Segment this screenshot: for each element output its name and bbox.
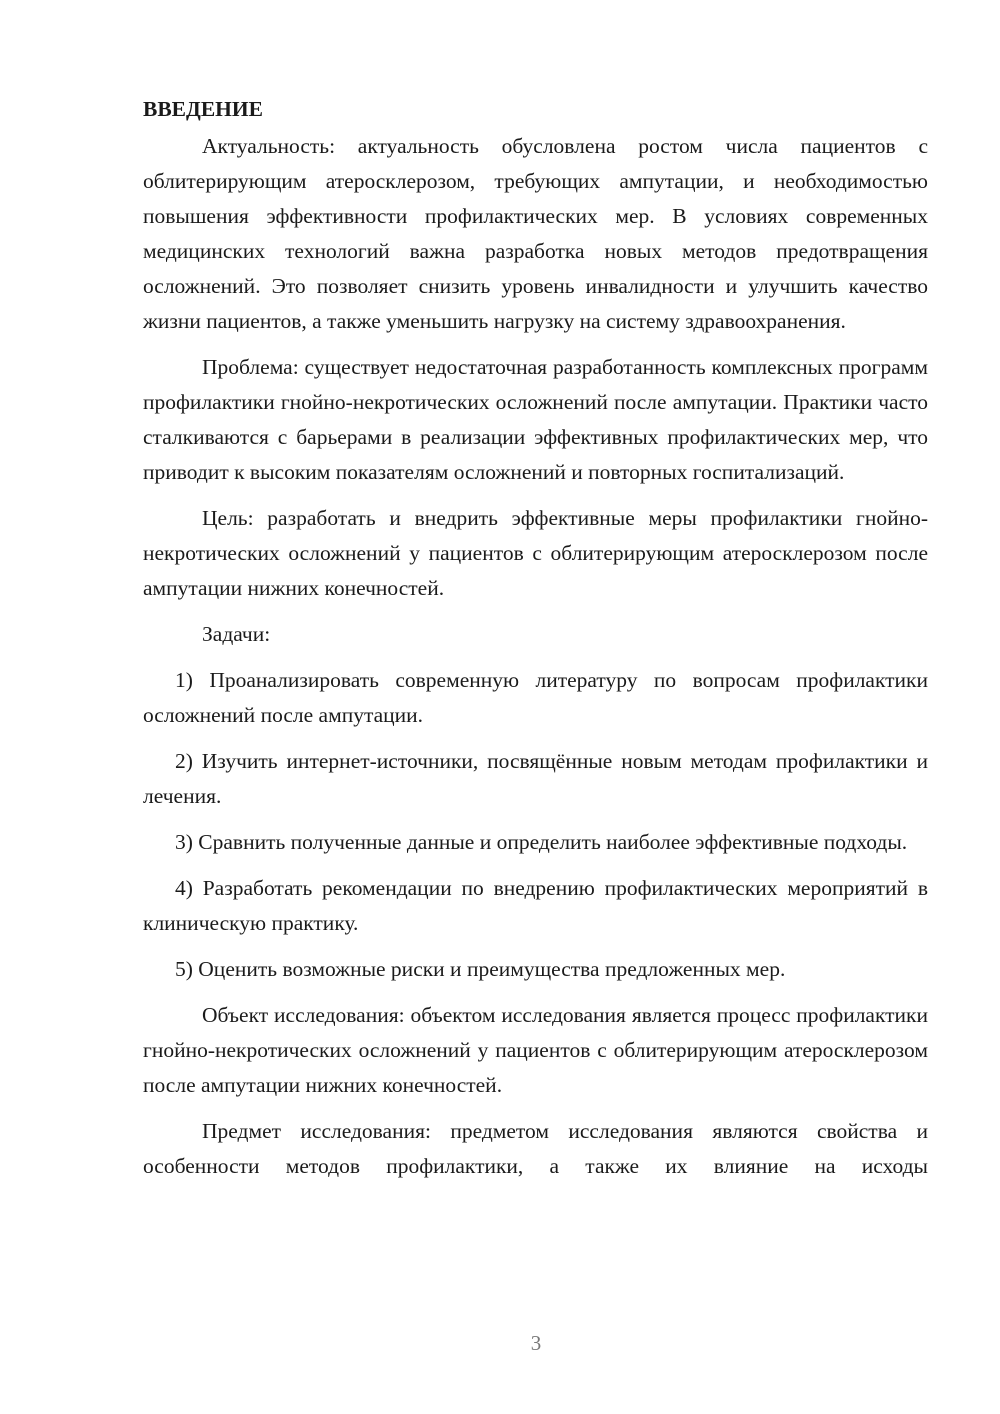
- paragraph-problem: Проблема: существует недостаточная разработанность комплексных программ профилактики гнойно-некротических осложнений после ампутации. Практики часто сталкиваются с барьерами в реализации эффективных профилактических мер, что приводит к высоким показателям осложнений и повторных госпитализаций.: [143, 355, 928, 484]
- document-page: [143, 92, 928, 1195]
- task-item-3: 3) Сравнить полученные данные и определить наиболее эффективные подходы.: [175, 830, 908, 854]
- page-number: 3: [530, 1331, 542, 1355]
- task-item-5: 5) Оценить возможные риски и преимущества предложенных мер.: [175, 957, 786, 981]
- tasks-label: Задачи:: [202, 622, 271, 646]
- paragraph-goal: Цель: разработать и внедрить эффективные меры профилактики гнойно-некротических осложнений у пациентов с облитерирующим атеросклерозом после ампутации нижних конечностей.: [143, 506, 928, 600]
- task-item-2: 2) Изучить интернет-источники, посвящённые новым методам профилактики и лечения.: [143, 749, 928, 808]
- paragraph-object: Объект исследования: объектом исследования является процесс профилактики гнойно-некротических осложнений у пациентов с облитерирующим атеросклерозом после ампутации нижних конечностей.: [143, 1003, 928, 1097]
- paragraph-subject: Предмет исследования: предметом исследования являются свойства и особенности методов профилактики, а также их влияние на исходы: [143, 1119, 928, 1178]
- task-item-4: 4) Разработать рекомендации по внедрению профилактических мероприятий в клиническую практику.: [143, 876, 928, 935]
- paragraph-relevance: Актуальность: актуальность обусловлена ростом числа пациентов с облитерирующим атеросклерозом, требующих ампутации, и необходимостью повышения эффективности профилактических мер. В условиях современных медицинских технологий важна разработка новых методов предотвращения осложнений. Это позволяет снизить уровень инвалидности и улучшить качество жизни пациентов, а также уменьшить нагрузку на систему здравоохранения.: [143, 134, 928, 333]
- page-title: ВВЕДЕНИЕ: [143, 97, 263, 121]
- task-item-1: 1) Проанализировать современную литературу по вопросам профилактики осложнений после ампутации.: [143, 668, 928, 727]
